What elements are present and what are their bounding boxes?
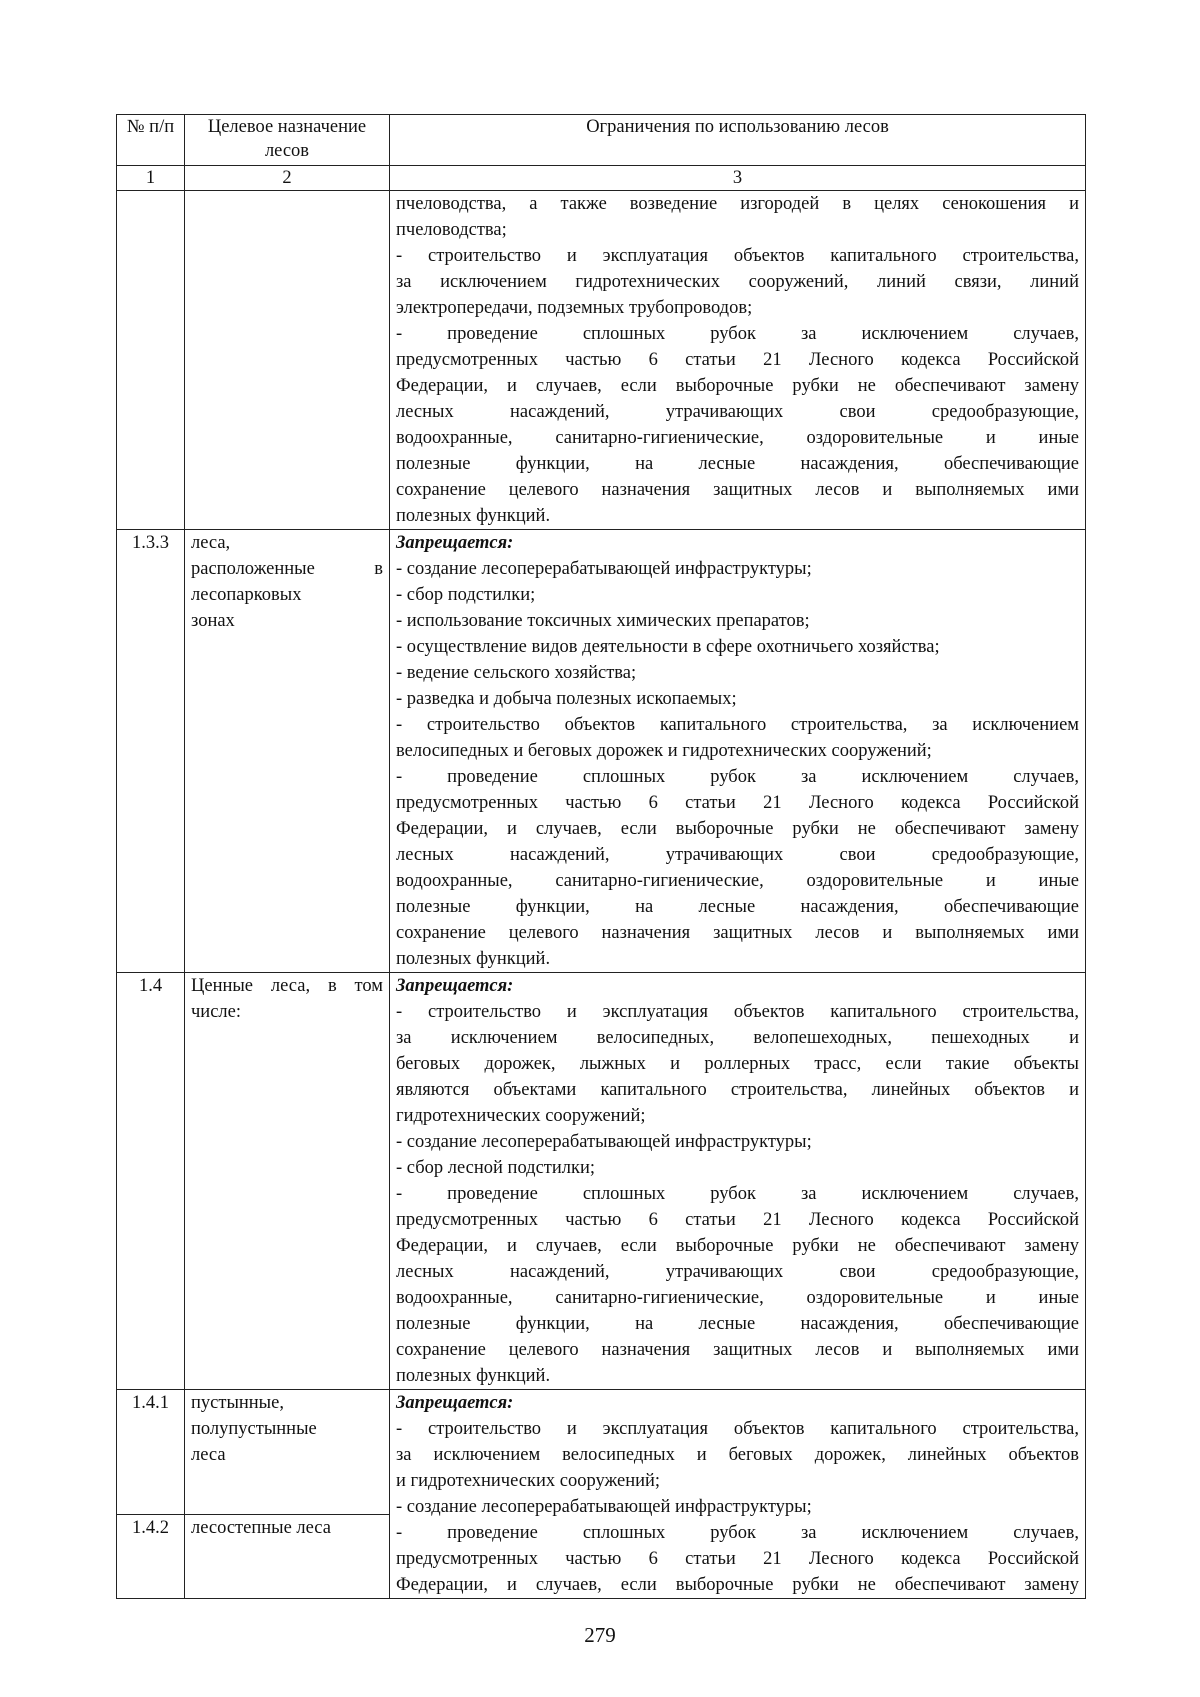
row-number-top: 1.4.1 — [132, 1393, 169, 1413]
table-row — [117, 973, 1086, 1390]
text-line: - создание лесоперерабатывающей инфраструктуры; — [396, 1497, 812, 1517]
text-line: полезных функций. — [396, 506, 551, 526]
text-line: полезные функции, на лесные насаждения, обеспечивающие — [396, 897, 1079, 917]
text-line: беговых дорожек, лыжных и роллерных трасс, если такие объекты — [396, 1054, 1079, 1074]
text-line: - проведение сплошных рубок за исключением случаев, — [396, 767, 1079, 787]
text-line: Федерации, и случаев, если выборочные рубки не обеспечивают замену — [396, 1575, 1079, 1595]
text-line: - осуществление видов деятельности в сфере охотничьего хозяйства; — [396, 637, 940, 657]
text-line: лесных насаждений, утрачивающих свои средообразующие, — [396, 402, 1079, 422]
text-line: сохранение целевого назначения защитных лесов и выполняемых ими — [396, 923, 1079, 943]
text-line: сохранение целевого назначения защитных лесов и выполняемых ими — [396, 480, 1079, 500]
text-line: полезных функций. — [396, 1366, 551, 1386]
table-row — [117, 191, 1086, 530]
row-number: 1.3.3 — [117, 530, 185, 973]
text-line: являются объектами капитального строительства, линейных объектов и — [396, 1080, 1079, 1100]
text-line: - строительство и эксплуатация объектов капитального строительства, — [396, 246, 1079, 266]
text-line: - разведка и добыча полезных ископаемых; — [396, 689, 737, 709]
purpose-line: лесостепные леса — [191, 1518, 331, 1538]
text-line: пчеловодства, а также возведение изгородей в целях сенокошения и — [396, 194, 1079, 214]
text-line: велосипедных и беговых дорожек и гидротехнических сооружений; — [396, 741, 932, 761]
text-line: пчеловодства; — [396, 220, 507, 240]
text-line: - строительство объектов капитального строительства, за исключением — [396, 715, 1079, 735]
table-row — [117, 530, 1086, 973]
text-line: Федерации, и случаев, если выборочные рубки не обеспечивают замену — [396, 1236, 1079, 1256]
text-line: за исключением гидротехнических сооружений, линий связи, линий — [396, 272, 1079, 292]
text-line: полезные функции, на лесные насаждения, обеспечивающие — [396, 1314, 1079, 1334]
row-purpose — [185, 973, 390, 1390]
purpose-line: леса, — [191, 533, 231, 553]
row-restrictions — [390, 530, 1086, 973]
purpose-line: полупустынные — [191, 1419, 317, 1439]
text-line: - проведение сплошных рубок за исключением случаев, — [396, 324, 1079, 344]
row-purpose-top — [185, 1390, 389, 1514]
text-line: - сбор подстилки; — [396, 585, 536, 605]
table-header-row — [117, 115, 1086, 166]
column-number-1: 1 — [117, 166, 185, 191]
text-line: предусмотренных частью 6 статьи 21 Лесного кодекса Российской — [396, 350, 1079, 370]
purpose-line: зонах — [191, 611, 235, 631]
text-line: за исключением велосипедных и беговых дорожек, линейных объектов — [396, 1445, 1079, 1465]
header-purpose: Целевое назначение лесов — [185, 115, 390, 166]
prohibited-heading: Запрещается: — [396, 1393, 514, 1413]
text-line: - создание лесоперерабатывающей инфраструктуры; — [396, 1132, 812, 1152]
page-number: 279 — [584, 1623, 616, 1647]
prohibited-heading: Запрещается: — [396, 533, 514, 553]
column-number-2: 2 — [185, 166, 390, 191]
text-line: Федерации, и случаев, если выборочные рубки не обеспечивают замену — [396, 819, 1079, 839]
header-restrictions: Ограничения по использованию лесов — [390, 115, 1086, 166]
text-line: за исключением велосипедных, велопешеходных, пешеходных и — [396, 1028, 1079, 1048]
row-number — [117, 191, 185, 530]
text-line: Федерации, и случаев, если выборочные рубки не обеспечивают замену — [396, 376, 1079, 396]
text-line: - сбор лесной подстилки; — [396, 1158, 596, 1178]
row-purpose — [185, 1390, 390, 1599]
purpose-line: числе: — [191, 1002, 241, 1022]
text-line: предусмотренных частью 6 статьи 21 Лесного кодекса Российской — [396, 1549, 1079, 1569]
prohibited-heading: Запрещается: — [396, 976, 514, 996]
text-line: полезные функции, на лесные насаждения, обеспечивающие — [396, 454, 1079, 474]
purpose-line: пустынные, — [191, 1393, 284, 1413]
row-number-bottom: 1.4.2 — [117, 1514, 184, 1541]
text-line: - создание лесоперерабатывающей инфраструктуры; — [396, 559, 812, 579]
text-line: водоохранные, санитарно-гигиенические, оздоровительные и иные — [396, 428, 1079, 448]
text-line: сохранение целевого назначения защитных лесов и выполняемых ими — [396, 1340, 1079, 1360]
text-line: - ведение сельского хозяйства; — [396, 663, 637, 683]
row-restrictions — [390, 1390, 1086, 1599]
text-line: - использование токсичных химических препаратов; — [396, 611, 810, 631]
purpose-line: леса — [191, 1445, 226, 1465]
text-line: предусмотренных частью 6 статьи 21 Лесного кодекса Российской — [396, 1210, 1079, 1230]
text-line: предусмотренных частью 6 статьи 21 Лесного кодекса Российской — [396, 793, 1079, 813]
purpose-line: лесопарковых — [191, 585, 302, 605]
text-line: водоохранные, санитарно-гигиенические, оздоровительные и иные — [396, 871, 1079, 891]
text-line: и гидротехнических сооружений; — [396, 1471, 661, 1491]
purpose-line: расположенные в — [191, 559, 383, 579]
table-row — [117, 1390, 1086, 1599]
row-number: 1.4 — [117, 973, 185, 1390]
purpose-line: Ценные леса, в том — [191, 976, 383, 996]
text-line: - проведение сплошных рубок за исключением случаев, — [396, 1184, 1079, 1204]
row-restrictions — [390, 191, 1086, 530]
row-number — [117, 1390, 185, 1599]
column-numbers-row — [117, 166, 1086, 191]
text-line: - строительство и эксплуатация объектов капитального строительства, — [396, 1419, 1079, 1439]
restrictions-table — [116, 114, 1086, 1599]
text-line: - строительство и эксплуатация объектов капитального строительства, — [396, 1002, 1079, 1022]
text-line: гидротехнических сооружений; — [396, 1106, 646, 1126]
row-purpose — [185, 191, 390, 530]
text-line: водоохранные, санитарно-гигиенические, оздоровительные и иные — [396, 1288, 1079, 1308]
row-purpose-bottom — [185, 1514, 389, 1541]
text-line: - проведение сплошных рубок за исключением случаев, — [396, 1523, 1079, 1543]
text-line: полезных функций. — [396, 949, 551, 969]
header-number: № п/п — [117, 115, 185, 166]
text-line: лесных насаждений, утрачивающих свои средообразующие, — [396, 845, 1079, 865]
row-purpose — [185, 530, 390, 973]
text-line: электропередачи, подземных трубопроводов; — [396, 298, 753, 318]
text-line: лесных насаждений, утрачивающих свои средообразующие, — [396, 1262, 1079, 1282]
column-number-3: 3 — [390, 166, 1086, 191]
row-restrictions — [390, 973, 1086, 1390]
